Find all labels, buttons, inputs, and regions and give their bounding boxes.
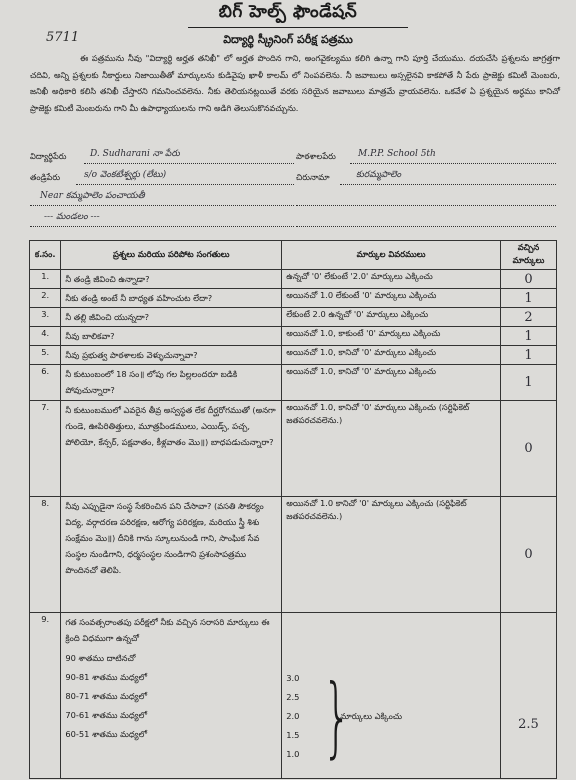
row-score[interactable]: 1: [500, 346, 556, 365]
table-row: [30, 401, 557, 497]
row-marks-rule: అయినచో 1.0, కానిచో '0' మార్కులు ఎక్కించు: [282, 346, 501, 365]
grade-range: 90 శాతము దాటినచో: [65, 652, 136, 663]
row-score[interactable]: 1: [500, 365, 556, 401]
student-name-line: [84, 163, 294, 164]
address-line-3: [296, 205, 556, 206]
row-question: నీవు ప్రభుత్వ పాఠశాలకు వెళ్ళుచున్నావా?: [61, 346, 282, 365]
row-marks-rule: లేకుంటే 2.0 ఉన్నచో '0' మార్కులు ఎక్కించు: [282, 308, 501, 327]
row-marks-rule: ఉన్నచో '0' లేకుంటే '2.0' మార్కులు ఎక్కించు: [282, 270, 501, 289]
form-subtitle: విద్యార్థి స్క్రీనింగ్ పరీక్ష పత్రము: [223, 33, 353, 46]
address-label: చిరునామా: [296, 172, 330, 182]
instructions-paragraph: ఈ పత్రమును నీవు "విద్యార్థి అర్హత తనిఖీ" లో అర్హత పొందిన గాని, అంగవైకల్యము కలిగి ఉన్నా గాని పూర్తి చేయుము. దయచేసి ప్రశ్నలను జాగ్రత్తగా చదివి, అన్ని ప్రశ్నలకు నీకార్డులు నిజాయితీతో మార్కులను కుడివైపు ఖాళీ కాలమ్ లో నింపవలెను. నీ జవాబులు అస్సలైనవి కాకపోతే నీ పేరు ప్రాజెక్టు కమిటీ మెంబరు, జనిఖీ అధికారి కలిసి తనిఖీ చేస్తారని గమనించవలెను. నీకు తెలియనట్లయితే వరకు సరియైన జవాబులు మాత్రమే వ్రాయవలెను. ఒకవేళ ఏ ప్రశ్నయైన అర్ధము కానిచో ప్రాజెక్టు కమిటీ మెంబరును గాని మీ ఉపాధ్యాయులను గాని అడిగి తెలుసుకొనవచ్చును.: [30, 53, 560, 113]
grade-points: 1.5: [286, 730, 300, 740]
address-value-2[interactable]: Near కమ్మపాలెం పంచాయతీ: [40, 191, 145, 201]
row-number: 1.: [30, 270, 61, 289]
table-row: [30, 308, 557, 327]
col-question-header: ప్రశ్నలు మరియు పరిపోట సంగతులు: [61, 241, 282, 270]
brace-icon: }: [322, 665, 352, 768]
table-row: [30, 270, 557, 289]
table-row: [30, 327, 557, 346]
row-number: 3.: [30, 308, 61, 327]
table-row: [30, 613, 557, 779]
father-name-line: [76, 184, 294, 185]
row-marks-rule: అయినచో 1.0, కానిచో '0' మార్కులు ఎక్కించు (సర్టిఫికెట్ జతపరచవలెను.): [282, 401, 501, 497]
grade-points: 1.0: [286, 749, 300, 759]
row-score[interactable]: 2: [500, 308, 556, 327]
row-number: 7.: [30, 401, 61, 497]
row-score[interactable]: 2.5: [500, 613, 556, 779]
row-score[interactable]: 0: [500, 401, 556, 497]
school-name-line: [350, 163, 556, 164]
row-score[interactable]: 1: [500, 289, 556, 308]
row-number: 4.: [30, 327, 61, 346]
grade-range: 90-81 శాతము మధ్యలో: [65, 671, 148, 682]
row-number: 6.: [30, 365, 61, 401]
address-value-3[interactable]: --- మండలం ---: [44, 212, 100, 222]
grade-points: 2.0: [286, 711, 300, 721]
school-name-label: పాఠశాలపేరు: [296, 151, 336, 161]
row-score[interactable]: 0: [500, 270, 556, 289]
school-name-value[interactable]: M.P.P. School 5th: [358, 149, 436, 159]
row-marks-rule: మార్కులు ఎక్కించు: [340, 711, 403, 721]
address-value-1[interactable]: కురమ్మపాలెం: [356, 170, 402, 180]
grade-question-cell: [61, 613, 282, 779]
row-score[interactable]: 0: [500, 497, 556, 613]
address-line-5: [296, 226, 556, 227]
row-number: 8.: [30, 497, 61, 613]
father-name-value[interactable]: s/o వెంకటేశ్వర్లు (లేటు): [84, 170, 167, 180]
address-line-4: [30, 226, 294, 227]
grade-range: 70-61 శాతము మధ్యలో: [65, 709, 148, 720]
row-marks-rule: అయినచో 1.0 కానిచో '0' మార్కులు ఎక్కించు (సర్టిఫికెట్ జతపరచవలెను.): [282, 497, 501, 613]
row-number: 9.: [30, 613, 61, 779]
table-row: [30, 365, 557, 401]
grade-points: 3.0: [286, 673, 300, 683]
table-row: [30, 497, 557, 613]
address-line-1: [340, 184, 556, 185]
col-serial-header: క.సం.: [30, 241, 61, 270]
grade-range: 80-71 శాతము మధ్యలో: [65, 690, 148, 701]
grade-points: 2.5: [286, 692, 300, 702]
row-marks-rule: అయినచో 1.0, కాకుంటే '0' మార్కులు ఎక్కించు: [282, 327, 501, 346]
row-number: 5.: [30, 346, 61, 365]
student-name-label: విద్యార్థిపేరు: [30, 151, 67, 161]
table-row: [30, 289, 557, 308]
row-question: నీకు తండ్రి అంటే నీ బాధ్యత వహించుట లేదా?: [61, 289, 282, 308]
address-line-2: [30, 205, 294, 206]
row-question: నీ కుటుంబంలో 18 సం॥ లోపు గల పిల్లలందరూ బడికి పోవుచున్నారా?: [61, 365, 282, 401]
row-question: నీ తండ్రి జీవించి ఉన్నాడా?: [61, 270, 282, 289]
row-number: 2.: [30, 289, 61, 308]
row-question: నీవు ఎప్పుడైనా సంస్థ సేకరించిన పని చేసావా? (వసతి సౌకర్యం విద్య, వర్గాదరణ పరిరక్షణ, ఆరోగ్య పరిరక్షణ, మరియు స్త్రీ శిశు సంక్షేమం మొ॥) దీనికి గాను స్కూలునుండి గాని, సాంఘిక సేవ సంస్థల నుండిగాని, ధర్మసంస్థల నుండిగాని ప్రశంసాపత్రము పొందినచో తెలిపి.: [61, 497, 282, 613]
col-marks-detail-header: మార్కుల వివరములు: [282, 241, 501, 270]
row-marks-rule: అయినచో 1.0 లేకుంటే '0' మార్కులు ఎక్కించు: [282, 289, 501, 308]
table-header-row: [30, 241, 557, 270]
grade-range: 60-51 శాతము మధ్యలో: [65, 728, 148, 739]
screening-table: [29, 240, 557, 779]
row-question: గత సంవత్సరాంతపు పరీక్షలో నీకు వచ్చిన సరాసరి మార్కులు ఈ క్రింది విధముగా ఉన్నచో: [65, 617, 270, 643]
row-score[interactable]: 1: [500, 327, 556, 346]
col-score-header: వచ్చిన మార్కులు: [500, 241, 556, 270]
handwritten-number: 5711: [46, 30, 80, 45]
title-underline: [188, 27, 408, 28]
row-marks-rule: అయినచో 1.0, కానిచో '0' మార్కులు ఎక్కించు: [282, 365, 501, 401]
father-name-label: తండ్రిపేరు: [30, 172, 61, 182]
row-question: నీ తల్లి జీవించి యున్నదా?: [61, 308, 282, 327]
table-row: [30, 346, 557, 365]
row-question: నీ కుటుంబములో ఎవరైన తీవ్ర అస్వస్థత లేక దీర్ఘరోగముతో (అనగా గుండె, ఊపిరితిత్తులు, మూత్రపిండములు, ఎయిడ్స్, పచ్చ, పోలియో, కేన్సర్, పక్షవాతం, కీళ్లవాతం మొ॥) బాధపడుచున్నారా?: [61, 401, 282, 497]
row-question: నీవు బాలికవా?: [61, 327, 282, 346]
form-title: బిగ్ హెల్ప్ ఫౌండేషన్: [218, 2, 358, 22]
grade-points-cell: [282, 613, 501, 779]
student-name-value[interactable]: D. Sudharani నా పేరు: [90, 149, 180, 159]
